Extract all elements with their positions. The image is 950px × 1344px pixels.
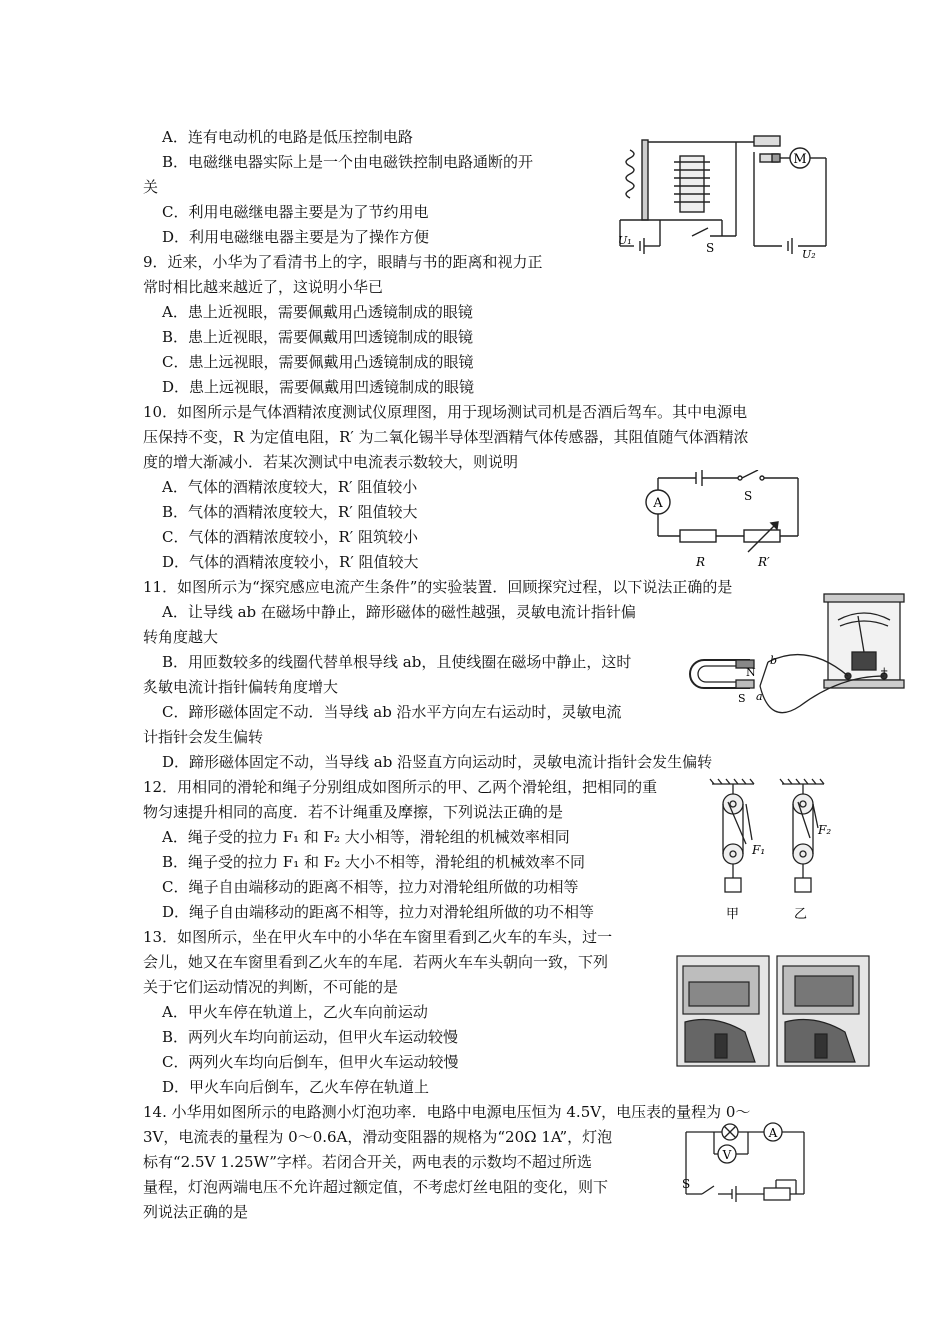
- yi-label: 乙: [794, 907, 808, 922]
- q10-option-c: C．气体的酒精浓度较小，R′ 阻筑较小: [162, 528, 418, 546]
- q13-option-a: A．甲火车停在轨道上，乙火车向前运动: [162, 1003, 428, 1021]
- u2-label: U₂: [802, 248, 816, 258]
- q13-option-d: D．甲火车向后倒车，乙火车停在轨道上: [162, 1078, 430, 1096]
- motor-label: M: [793, 152, 807, 167]
- q12-option-d: D．绳子自由端移动的距离不相等，拉力对滑轮组所做的功不相等: [162, 903, 595, 921]
- q13-stem-line3: 关于它们运动情况的判断，不可能的是: [143, 978, 399, 996]
- q11-option-b-line1: B．用匝数较多的线圈代替单根导线 ab，且使线圈在磁场中静止，这时: [162, 653, 632, 671]
- jia-label: 甲: [726, 907, 740, 922]
- q11-stem: 11．如图所示为“探究感应电流产生条件”的实验装置．回顾探究过程，以下说法正确的是: [143, 578, 733, 596]
- sensor-rp-label: R′: [758, 555, 770, 569]
- q9-option-b: B．患上近视眼，需要佩戴用凹透镜制成的眼镜: [162, 328, 474, 346]
- q11-option-c-line2: 计指针会发生偏转: [143, 728, 264, 746]
- q10-option-d: D．气体的酒精浓度较小，R′ 阻值较大: [162, 553, 419, 571]
- q12-stem-line1: 12．用相同的滑轮和绳子分别组成如图所示的甲、乙两个滑轮组，把相同的重: [143, 778, 658, 796]
- ammeter-label: A: [768, 1126, 778, 1140]
- terminal-plus-label: +: [880, 666, 889, 677]
- q9-stem-line1: 9．近来，小华为了看清书上的字，眼睛与书的距离和视力正: [143, 253, 543, 271]
- lamp-power-circuit-figure: [676, 1120, 816, 1216]
- q8-option-a: A．连有电动机的电路是低压控制电路: [162, 128, 413, 146]
- q14-stem-line2: 3V，电流表的量程为 0～0.6A，滑动变阻器的规格为“20Ω 1A”，灯泡: [143, 1128, 613, 1146]
- q9-option-a: A．患上近视眼，需要佩戴用凸透镜制成的眼镜: [162, 303, 473, 321]
- q10-stem-line2: 压保持不变，R 为定值电阻，R′ 为二氧化锡半导体型酒精气体传感器，其阻值随气体酒精浓: [143, 428, 749, 446]
- q13-stem-line2: 会儿，她又在车窗里看到乙火车的车尾．若两火车车头朝向一致，下列: [143, 953, 609, 971]
- q8-option-d: D．利用电磁继电器主要是为了操作方便: [162, 228, 430, 246]
- relay-circuit-figure: [612, 128, 840, 258]
- voltmeter-label: V: [722, 1148, 732, 1162]
- alcohol-tester-circuit-figure: [640, 470, 810, 570]
- q14-stem-line1: 14. 小华用如图所示的电路测小灯泡功率．电路中电源电压恒为 4.5V，电压表的量程为 0～: [143, 1103, 751, 1121]
- switch-label: S: [682, 1177, 691, 1191]
- wire-b-label: b: [770, 654, 778, 667]
- q14-stem-line3: 标有“2.5V 1.25W”字样。若闭合开关，两电表的示数均不超过所选: [143, 1153, 592, 1171]
- force-f1-label: F₁: [752, 843, 766, 857]
- q9-option-d: D．患上远视眼，需要佩戴用凹透镜制成的眼镜: [162, 378, 475, 396]
- q11-option-a-line2: 转角度越大: [143, 628, 219, 646]
- pulley-systems-figure: [706, 778, 846, 926]
- q10-stem-line3: 度的增大渐减小．若某次测试中电流表示数较大，则说明: [143, 453, 519, 471]
- induction-experiment-figure: [688, 592, 916, 732]
- wire-a-label: a: [756, 690, 763, 703]
- q11-option-b-line2: 炙敏电流计指针偏转角度增大: [143, 678, 339, 696]
- q9-stem-line2: 常时相比越来越近了，这说明小华已: [143, 278, 384, 296]
- q12-option-b: B．绳子受的拉力 F₁ 和 F₂ 大小不相等，滑轮组的机械效率不同: [162, 853, 585, 871]
- q11-option-c-line1: C．蹄形磁体固定不动．当导线 ab 沿水平方向左右运动时，灵敏电流: [162, 703, 622, 721]
- q9-option-c: C．患上远视眼，需要佩戴用凸透镜制成的眼镜: [162, 353, 474, 371]
- n-pole-label: N: [746, 666, 756, 679]
- q8-option-b-line1: B．电磁继电器实际上是一个由电磁铁控制电路通断的开: [162, 153, 534, 171]
- q11-option-d: D．蹄形磁体固定不动，当导线 ab 沿竖直方向运动时，灵敏电流计指针会发生偏转: [162, 753, 713, 771]
- q8-option-c: C．利用电磁继电器主要是为了节约用电: [162, 203, 429, 221]
- q13-option-c: C．两列火车均向后倒车，但甲火车运动较慢: [162, 1053, 459, 1071]
- q12-stem-line2: 物匀速提升相同的高度．若不计绳重及摩擦，下列说法正确的是: [143, 803, 564, 821]
- q13-option-b: B．两列火车均向前运动，但甲火车运动较慢: [162, 1028, 459, 1046]
- switch-label: S: [706, 241, 715, 255]
- u1-label: U₁: [618, 234, 632, 247]
- train-window-photos-figure: [675, 952, 875, 1070]
- q12-option-a: A．绳子受的拉力 F₁ 和 F₂ 大小相等，滑轮组的机械效率相同: [162, 828, 570, 846]
- q10-stem-line1: 10．如图所示是气体酒精浓度测试仪原理图，用于现场测试司机是否酒后驾车。其中电源电: [143, 403, 748, 421]
- s-pole-label: S: [738, 692, 746, 705]
- q11-option-a-line1: A．让导线 ab 在磁场中静止，蹄形磁体的磁性越强，灵敏电流计指针偏: [162, 603, 636, 621]
- ammeter-label: A: [653, 496, 663, 511]
- q12-option-c: C．绳子自由端移动的距离不相等，拉力对滑轮组所做的功相等: [162, 878, 579, 896]
- q13-stem-line1: 13．如图所示，坐在甲火车中的小华在车窗里看到乙火车的车头，过一: [143, 928, 613, 946]
- q10-option-a: A．气体的酒精浓度较大，R′ 阻值较小: [162, 478, 418, 496]
- q8-option-b-line2: 关: [143, 178, 159, 196]
- force-f2-label: F₂: [818, 823, 832, 837]
- q14-stem-line5: 列说法正确的是: [143, 1203, 249, 1221]
- resistor-r-label: R: [696, 555, 706, 569]
- q14-stem-line4: 量程，灯泡两端电压不允许超过额定值，不考虑灯丝电阻的变化，则下: [143, 1178, 609, 1196]
- q10-option-b: B．气体的酒精浓度较大，R′ 阻值较大: [162, 503, 418, 521]
- switch-label: S: [744, 489, 753, 503]
